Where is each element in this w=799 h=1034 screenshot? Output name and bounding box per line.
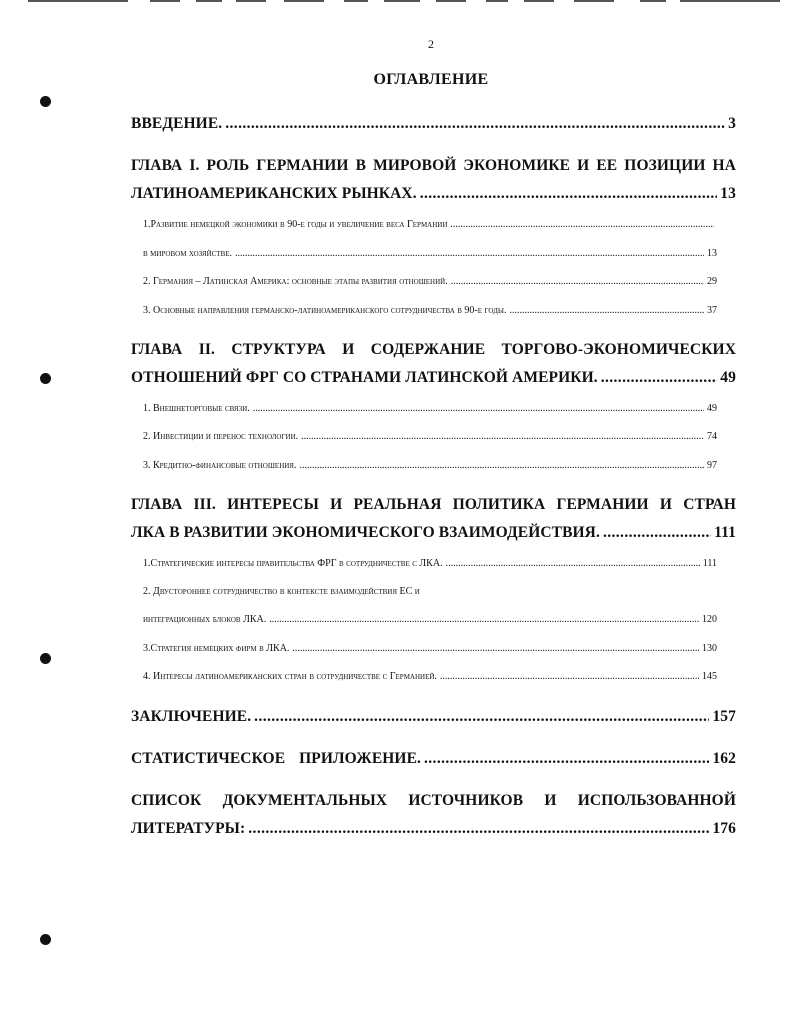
dot-leader [254,708,709,726]
dot-leader [225,115,725,133]
toc-entry-text: 3. Основные направления германско-латиноамериканского сотрудничества в 90-е годы. [143,305,507,316]
toc-entry-text: СТАТИСТИЧЕСКОЕ ПРИЛОЖЕНИЕ. [131,750,421,767]
toc-entry-section-3-1[interactable] [143,558,717,569]
toc-entry-text: 3. Кредитно-финансовые отношения. [143,460,297,471]
toc-entry-text: ВВЕДЕНИЕ. [131,115,223,132]
dot-leader [253,403,704,414]
toc-page-ref: 97 [707,460,717,471]
toc-page-ref: 49 [707,403,717,414]
toc-entry-text: 1.Развитие немецкой экономики в 90-е годы и увеличение веса Германии [143,219,448,230]
toc-page-ref: 49 [720,369,736,386]
toc-entry-chapter-2-line-2[interactable] [131,369,736,387]
toc-page-ref: 111 [702,558,717,569]
toc-entry-sources-line-2[interactable] [131,820,736,838]
toc-entry-chapter-1-line-1[interactable] [131,157,736,175]
punch-hole-2 [40,373,51,384]
toc-entry-text: в мировом хозяйстве. [143,248,233,259]
dot-leader [440,671,699,682]
toc-entry-text: 1.Стратегические интересы правительства ФРГ в сотрудничестве с ЛКА. [143,558,443,569]
dot-leader [248,820,709,838]
toc-page-ref: 176 [712,820,736,837]
toc-entry-text: интеграционных блоков ЛКА. [143,614,267,625]
toc-entry-text: 3.Стратегия немецких фирм в ЛКА. [143,643,290,654]
dot-leader [446,558,700,569]
toc-entry-section-1-1-line-1[interactable] [143,219,717,230]
toc-page-ref: 37 [707,305,717,316]
toc-entry-text: 2. Инвестиции и перенос технологии. [143,431,299,442]
toc-page-ref: 130 [702,643,717,654]
toc-entry-text: ГЛАВА I. РОЛЬ ГЕРМАНИИ В МИРОВОЙ ЭКОНОМИКЕ И ЕЕ ПОЗИЦИИ НА [131,157,736,174]
dot-leader [603,524,711,542]
toc-entry-introduction[interactable] [131,115,736,133]
toc-entry-sources-line-1[interactable] [131,792,736,810]
toc-entry-text: СПИСОК ДОКУМЕНТАЛЬНЫХ ИСТОЧНИКОВ И ИСПОЛЬЗОВАННОЙ [131,792,736,809]
toc-page-ref: 162 [712,750,736,767]
toc-page-ref: 111 [714,524,736,541]
toc-entry-statistical-appendix[interactable] [131,750,736,768]
dot-leader [420,185,718,203]
punch-hole-3 [40,653,51,664]
toc-page-ref: 145 [702,671,717,682]
toc-entry-text: ГЛАВА II. СТРУКТУРА И СОДЕРЖАНИЕ ТОРГОВО-ЭКОНОМИЧЕСКИХ [131,341,736,358]
dot-leader [451,276,704,287]
toc-entry-section-2-3[interactable] [143,460,717,471]
toc-entry-chapter-2-line-1[interactable] [131,341,736,359]
toc-entry-text: 2. Германия – Латинская Америка: основные этапы развития отношений. [143,276,448,287]
toc-page-ref: 13 [707,248,717,259]
toc-entry-text: ЛИТЕРАТУРЫ: [131,820,246,837]
toc-entry-section-1-2[interactable] [143,276,717,287]
toc-entry-text: 2. Двустороннее сотрудничество в контексте взаимодействия ЕС и [143,586,420,597]
toc-entry-section-1-1-line-2[interactable] [143,248,717,259]
toc-entry-text: ГЛАВА III. ИНТЕРЕСЫ И РЕАЛЬНАЯ ПОЛИТИКА ГЕРМАНИИ И СТРАН [131,496,736,513]
toc-page-ref: 29 [707,276,717,287]
toc-entry-text: 1. Внешнеторговые связи. [143,403,250,414]
toc-page-ref: 120 [702,614,717,625]
toc-page-ref: 157 [712,708,736,725]
toc-title: ОГЛАВЛЕНИЕ [373,71,489,88]
dot-leader [299,460,704,471]
toc-entry-chapter-3-line-2[interactable] [131,524,736,542]
punch-hole-4 [40,934,51,945]
toc-page-ref: 13 [720,185,736,202]
toc-entry-section-2-1[interactable] [143,403,717,414]
dot-leader [601,369,718,387]
toc-entry-text: ЛКА В РАЗВИТИИ ЭКОНОМИЧЕСКОГО ВЗАИМОДЕЙСТВИЯ. [131,524,600,541]
toc-entry-section-3-4[interactable] [143,671,717,682]
toc-page-ref: 3 [728,115,736,132]
toc-entry-section-1-3[interactable] [143,305,717,316]
toc-entry-section-3-2-line-1[interactable] [143,586,717,597]
toc-entry-conclusion[interactable] [131,708,736,726]
dot-leader [292,643,699,654]
dot-leader [424,750,709,768]
toc-entry-text: ОТНОШЕНИЙ ФРГ СО СТРАНАМИ ЛАТИНСКОЙ АМЕРИКИ. [131,369,598,386]
punch-hole-1 [40,96,51,107]
scan-top-artifacts [0,0,799,6]
toc-entry-text: ЗАКЛЮЧЕНИЕ. [131,708,252,725]
toc-entry-section-3-2-line-2[interactable] [143,614,717,625]
dot-leader [509,305,704,316]
dot-leader [269,614,699,625]
toc-entry-chapter-3-line-1[interactable] [131,496,736,514]
toc-entry-section-3-3[interactable] [143,643,717,654]
toc-page-ref: 74 [707,431,717,442]
toc-entry-section-2-2[interactable] [143,431,717,442]
dot-leader [450,219,714,230]
dot-leader [235,248,704,259]
dot-leader [301,431,704,442]
toc-entry-chapter-1-line-2[interactable] [131,185,736,203]
toc-entry-text: ЛАТИНОАМЕРИКАНСКИХ РЫНКАХ. [131,185,417,202]
toc-entry-text: 4. Интересы латиноамериканских стран в сотрудничестве с Германией. [143,671,437,682]
page-number: 2 [428,37,434,51]
